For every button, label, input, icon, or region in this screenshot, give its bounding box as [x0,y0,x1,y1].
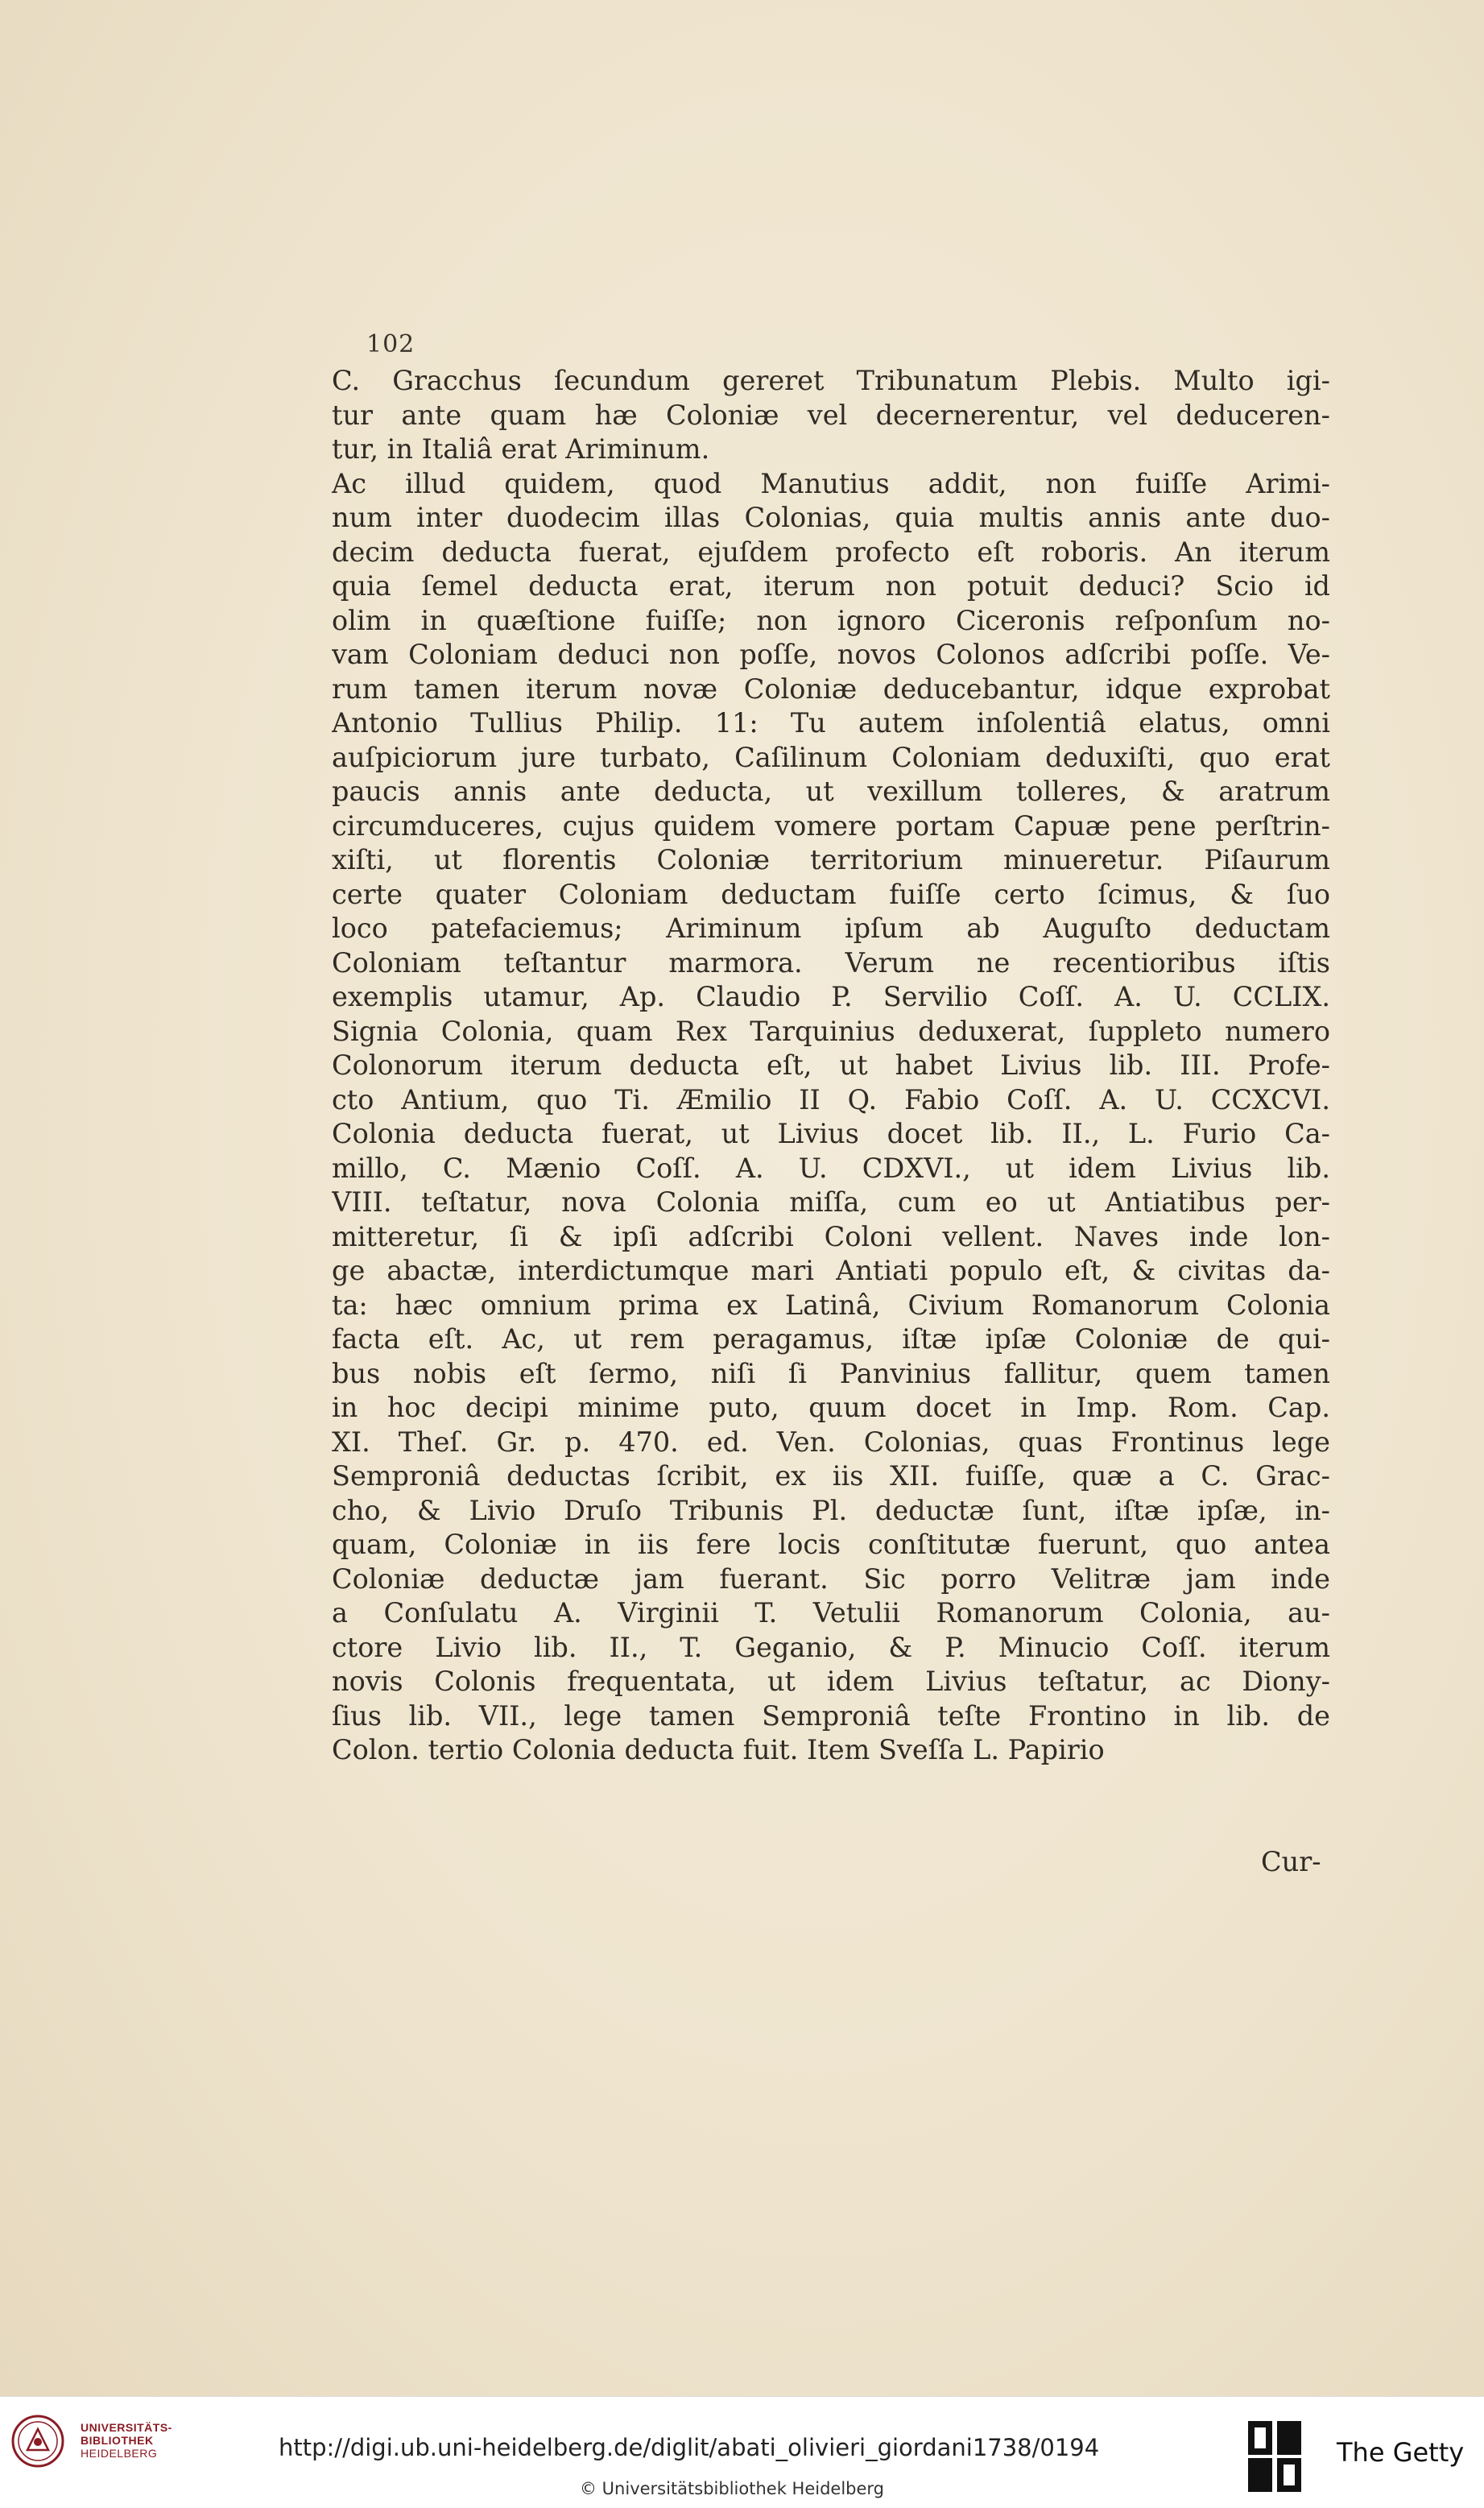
body-text [332,364,1330,1768]
viewer-footer [0,2396,1484,2508]
text-line: vam Coloniam deduci non poſſe, novos Colonos adſcribi poſſe. Ve- [332,639,1330,670]
text-line: Ac illud quidem, quod Manutius addit, non fuiſſe Arimi- [332,467,1330,499]
text-line: tur ante quam hæ Coloniæ vel decernerentur, vel deduceren- [332,399,1330,431]
getty-logo-icon[interactable] [1246,2419,1303,2494]
text-line: olim in quæſtione fuiſſe; non ignoro Ciceronis reſponſum no- [332,604,1330,636]
text-line: ctore Livio lib. II., T. Geganio, & P. Minucio Coſſ. iterum [332,1631,1330,1663]
library-name-line2: BIBLIOTHEK [81,2434,154,2447]
text-line: mitteretur, ſi & ipſi adſcribi Coloni vellent. Naves inde lon- [332,1220,1330,1252]
text-line: exemplis utamur, Ap. Claudio P. Servilio Coſſ. A. U. CCLIX. [332,981,1330,1012]
university-seal-icon [11,2415,64,2468]
catchword: Cur- [1261,1846,1321,1877]
text-line: paucis annis ante deducta, ut vexillum tolleres, & aratrum [332,776,1330,807]
text-line: num inter duodecim illas Colonias, quia multis annis ante duo- [332,502,1330,533]
text-line: ta: hæc omnium prima ex Latinâ, Civium Romanorum Colonia [332,1289,1330,1321]
text-line: rum tamen iterum novæ Coloniæ deducebantur, idque exprobat [332,673,1330,705]
text-line: quam, Coloniæ in iis fere locis conſtitutæ fuerunt, quo antea [332,1529,1330,1560]
page-number: 102 [366,330,415,358]
text-line: in hoc decipi minime puto, quum docet in Imp. Rom. Cap. [332,1392,1330,1423]
library-name-line3: HEIDELBERG [81,2447,158,2460]
permalink-url[interactable]: http://digi.ub.uni-heidelberg.de/diglit/abati_olivieri_giordani1738/0194 [279,2434,1100,2461]
text-line: Semproniâ deductas ſcribit, ex iis XII. fuiſſe, quæ a C. Grac- [332,1460,1330,1492]
text-line: cho, & Livio Druſo Tribunis Pl. deductæ ſunt, iſtæ ipſæ, in- [332,1494,1330,1526]
library-logo[interactable] [11,2415,205,2471]
text-line: C. Gracchus ſecundum gereret Tribunatum Plebis. Multo igi- [332,365,1330,396]
text-line: xiſti, ut florentis Coloniæ territorium minueretur. Piſaurum [332,844,1330,875]
text-line: bus nobis eſt ſermo, niſi ſi Panvinius fallitur, quem tamen [332,1357,1330,1389]
text-line: VIII. teſtatur, nova Colonia miſſa, cum eo ut Antiatibus per- [332,1186,1330,1218]
text-line: millo, C. Mænio Coſſ. A. U. CDXVI., ut idem Livius lib. [332,1152,1330,1184]
text-line: cto Antium, quo Ti. Æmilio II Q. Fabio Coſſ. A. U. CCXCVI. [332,1083,1330,1115]
text-line: Signia Colonia, quam Rex Tarquinius deduxerat, ſuppleto numero [332,1015,1330,1047]
partner-name[interactable]: The Getty [1337,2437,1465,2468]
text-line: Colon. tertio Colonia deducta fuit. Item Sveſſa L. Papirio [332,1734,1105,1765]
text-line: ge abactæ, interdictumque mari Antiati populo eſt, & civitas da- [332,1255,1330,1286]
text-line: facta eſt. Ac, ut rem peragamus, iſtæ ipſæ Coloniæ de qui- [332,1323,1330,1355]
copyright-notice: © Universitätsbibliothek Heidelberg [580,2479,885,2498]
library-name [81,2421,172,2460]
text-line: Colonorum iterum deducta eſt, ut habet Livius lib. III. Profe- [332,1049,1330,1081]
text-line: XI. Theſ. Gr. p. 470. ed. Ven. Colonias, quas Frontinus lege [332,1426,1330,1458]
text-line: loco patefaciemus; Ariminum ipſum ab Auguſto deductam [332,913,1330,944]
text-line: Colonia deducta fuerat, ut Livius docet lib. II., L. Furio Ca- [332,1118,1330,1149]
text-line: Coloniæ deductæ jam fuerant. Sic porro Velitræ jam inde [332,1562,1330,1595]
text-line: auſpiciorum jure turbato, Caſilinum Coloniam deduxiſti, quo erat [332,741,1330,773]
text-line: novis Colonis frequentata, ut idem Livius teſtatur, ac Diony- [332,1666,1330,1697]
library-name-line1: UNIVERSITÄTS- [81,2421,172,2434]
text-line: circumduceres, cujus quidem vomere portam Capuæ pene perſtrin- [332,809,1330,842]
text-line: a Conſulatu A. Virginii T. Vetulii Romanorum Colonia, au- [332,1597,1330,1629]
text-line: quia ſemel deducta erat, iterum non potuit deduci? Scio id [332,570,1330,602]
text-line: certe quater Coloniam deductam fuiſſe certo ſcimus, & ſuo [332,878,1330,910]
text-line: Antonio Tullius Philip. 11: Tu autem inſolentiâ elatus, omni [332,707,1330,739]
text-line: decim deducta fuerat, ejuſdem profecto eſt roboris. An iterum [332,536,1330,568]
text-line: tur, in Italiâ erat Ariminum. [332,433,710,465]
text-line: ſius lib. VII., lege tamen Semproniâ teſte Frontino in lib. de [332,1699,1330,1732]
text-line: Coloniam teſtantur marmora. Verum ne recentioribus iſtis [332,946,1330,979]
